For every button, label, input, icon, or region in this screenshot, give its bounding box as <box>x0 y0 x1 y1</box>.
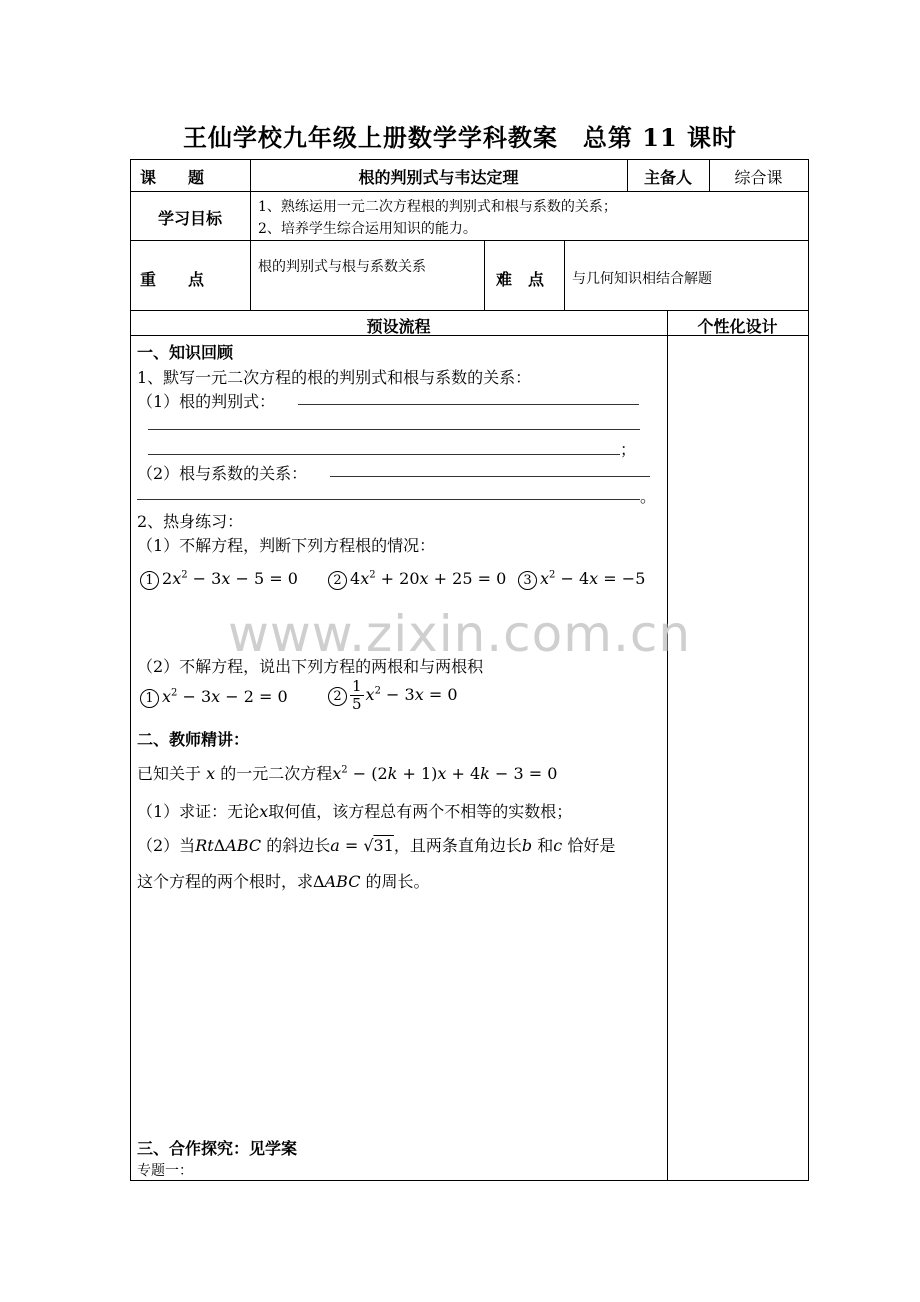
col-divider <box>484 240 485 311</box>
answer-line <box>148 429 640 430</box>
period: 。 <box>640 487 657 506</box>
row-divider <box>130 240 809 241</box>
table-border-right <box>808 159 809 1181</box>
section2-heading: 二、教师精讲： <box>137 730 250 749</box>
q1a: （1）根的判别式： <box>137 392 276 411</box>
equation-5: 2 $\frac{1}{5}$ $x^2 - 3x = 0$ <box>328 678 458 713</box>
page-title: 王仙学校九年级上册数学学科教案 总第 11 课时 <box>182 123 738 152</box>
keypoint-value: 根的判别式与根与系数关系 <box>258 259 426 275</box>
section3-heading: 三、合作探究：见学案 <box>137 1139 298 1158</box>
topic-one: 专题一： <box>137 1163 193 1179</box>
q1b: （2）根与系数的关系： <box>137 464 308 483</box>
difficulty-label: 难 点 <box>496 270 545 289</box>
table-border-top <box>130 159 809 160</box>
topic-label: 课 题 <box>140 168 205 187</box>
lesson-type: 综合课 <box>734 168 783 187</box>
goals-label: 学习目标 <box>157 209 222 228</box>
q2: 2、热身练习： <box>137 512 244 531</box>
topic-value: 根的判别式与韦达定理 <box>358 168 519 187</box>
table-border-left <box>130 159 131 1181</box>
preparer-label: 主备人 <box>643 168 692 187</box>
flow-header: 预设流程 <box>366 317 431 336</box>
answer-line <box>298 404 639 405</box>
watermark: www.zixin.com.cn <box>228 605 692 663</box>
section1-heading: 一、知识回顾 <box>137 343 234 362</box>
equation-4: 1 $x^2 - 3x - 2 = 0$ <box>140 687 288 708</box>
equation-2: 2 $4x^2 + 20x + 25 = 0$ <box>328 569 506 590</box>
row-divider <box>130 191 809 192</box>
personal-header: 个性化设计 <box>697 317 778 336</box>
q2a: （1）不解方程，判断下列方程根的情况： <box>137 536 436 555</box>
problem-part-2-cont: 这个方程的两个根时，求ΔABC 的周长。 <box>137 872 430 891</box>
answer-line <box>137 499 640 500</box>
teacher-problem: 已知关于 x 的一元二次方程$x^2 - (2k + 1)x + 4k - 3 = 0$ <box>137 764 558 783</box>
q1: 1、默写一元二次方程的根的判别式和根与系数的关系： <box>137 368 532 387</box>
col-divider <box>564 240 565 311</box>
answer-line <box>148 454 620 455</box>
goal-item: 1、熟练运用一元二次方程根的判别式和根与系数的关系； <box>258 199 617 215</box>
equation-1: 1 $2x^2 - 3x - 5 = 0$ <box>140 569 298 590</box>
semicolon: ； <box>620 440 637 459</box>
table-border-bottom <box>130 1180 809 1181</box>
problem-part-1: （1）求证：无论x取何值，该方程总有两个不相等的实数根； <box>137 802 573 821</box>
problem-part-2: （2）当RtΔABC 的斜边长a = √31，且两条直角边长b 和c 恰好是 <box>137 836 616 855</box>
equation-3: 3 $x^2 - 4x = -5$ <box>518 569 645 590</box>
difficulty-value: 与几何知识相结合解题 <box>572 271 712 287</box>
row-divider <box>130 310 809 311</box>
keypoint-label: 重 点 <box>140 270 205 289</box>
answer-line <box>330 476 650 477</box>
q2b: （2）不解方程，说出下列方程的两根和与两根积 <box>137 657 484 676</box>
goal-item: 2、培养学生综合运用知识的能力。 <box>258 221 477 237</box>
col-divider <box>667 310 668 1181</box>
